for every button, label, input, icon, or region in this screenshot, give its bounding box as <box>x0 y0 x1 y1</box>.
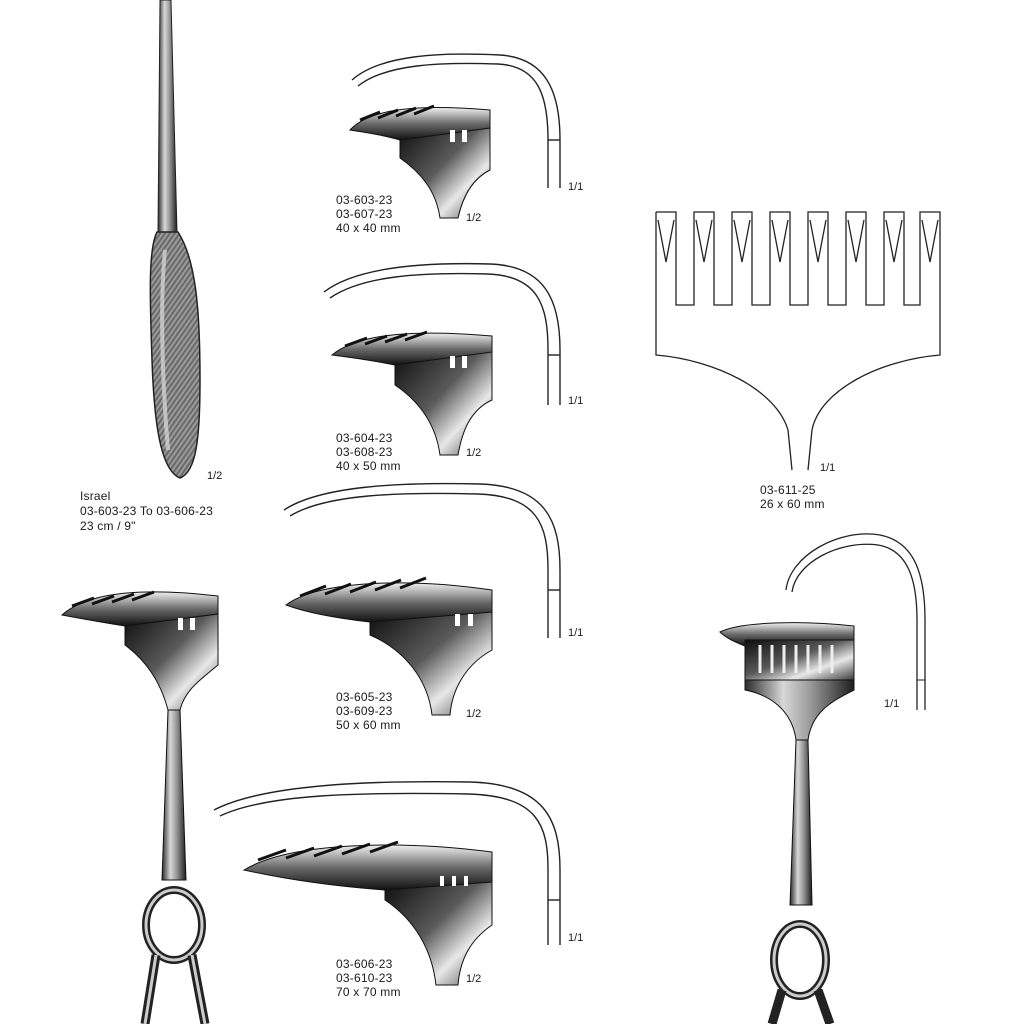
item-1-blade-scale: 1/2 <box>466 212 482 224</box>
item-1-code-1: 03-603-23 <box>336 193 393 207</box>
small-rake-illustration <box>720 534 925 1024</box>
item-4-blade-scale: 1/2 <box>466 973 482 985</box>
full-rake-left-illustration <box>62 592 218 1024</box>
item-2-blade-scale: 1/2 <box>466 447 482 459</box>
item-2-dims: 40 x 50 mm <box>336 459 401 473</box>
israel-size: 23 cm / 9" <box>80 519 136 533</box>
comb-dims: 26 x 60 mm <box>760 497 825 511</box>
item-2-profile-scale: 1/1 <box>568 395 584 407</box>
comb-code: 03-611-25 <box>760 483 816 497</box>
item-3-code-2: 03-609-23 <box>336 704 393 718</box>
item-4-code-2: 03-610-23 <box>336 971 393 985</box>
item-1-code-2: 03-607-23 <box>336 207 393 221</box>
item-1-dims: 40 x 40 mm <box>336 221 401 235</box>
item-3-dims: 50 x 60 mm <box>336 718 401 732</box>
item-4-dims: 70 x 70 mm <box>336 985 401 999</box>
item-1-profile-scale: 1/1 <box>568 181 584 193</box>
item-2-code-2: 03-608-23 <box>336 445 393 459</box>
item-3-code-1: 03-605-23 <box>336 690 393 704</box>
comb-outline-illustration <box>656 212 940 470</box>
item-4-code-1: 03-606-23 <box>336 957 393 971</box>
item-3-blade-scale: 1/2 <box>466 708 482 720</box>
item-3-profile-scale: 1/1 <box>568 627 584 639</box>
israel-handle-illustration <box>150 0 200 478</box>
item-2-code-1: 03-604-23 <box>336 431 393 445</box>
israel-code-range: 03-603-23 To 03-606-23 <box>80 504 213 518</box>
israel-name: Israel <box>80 489 111 503</box>
comb-scale: 1/1 <box>820 462 836 474</box>
israel-scale: 1/2 <box>207 470 223 482</box>
small-rake-scale: 1/1 <box>884 698 900 710</box>
item-4-profile-scale: 1/1 <box>568 932 584 944</box>
